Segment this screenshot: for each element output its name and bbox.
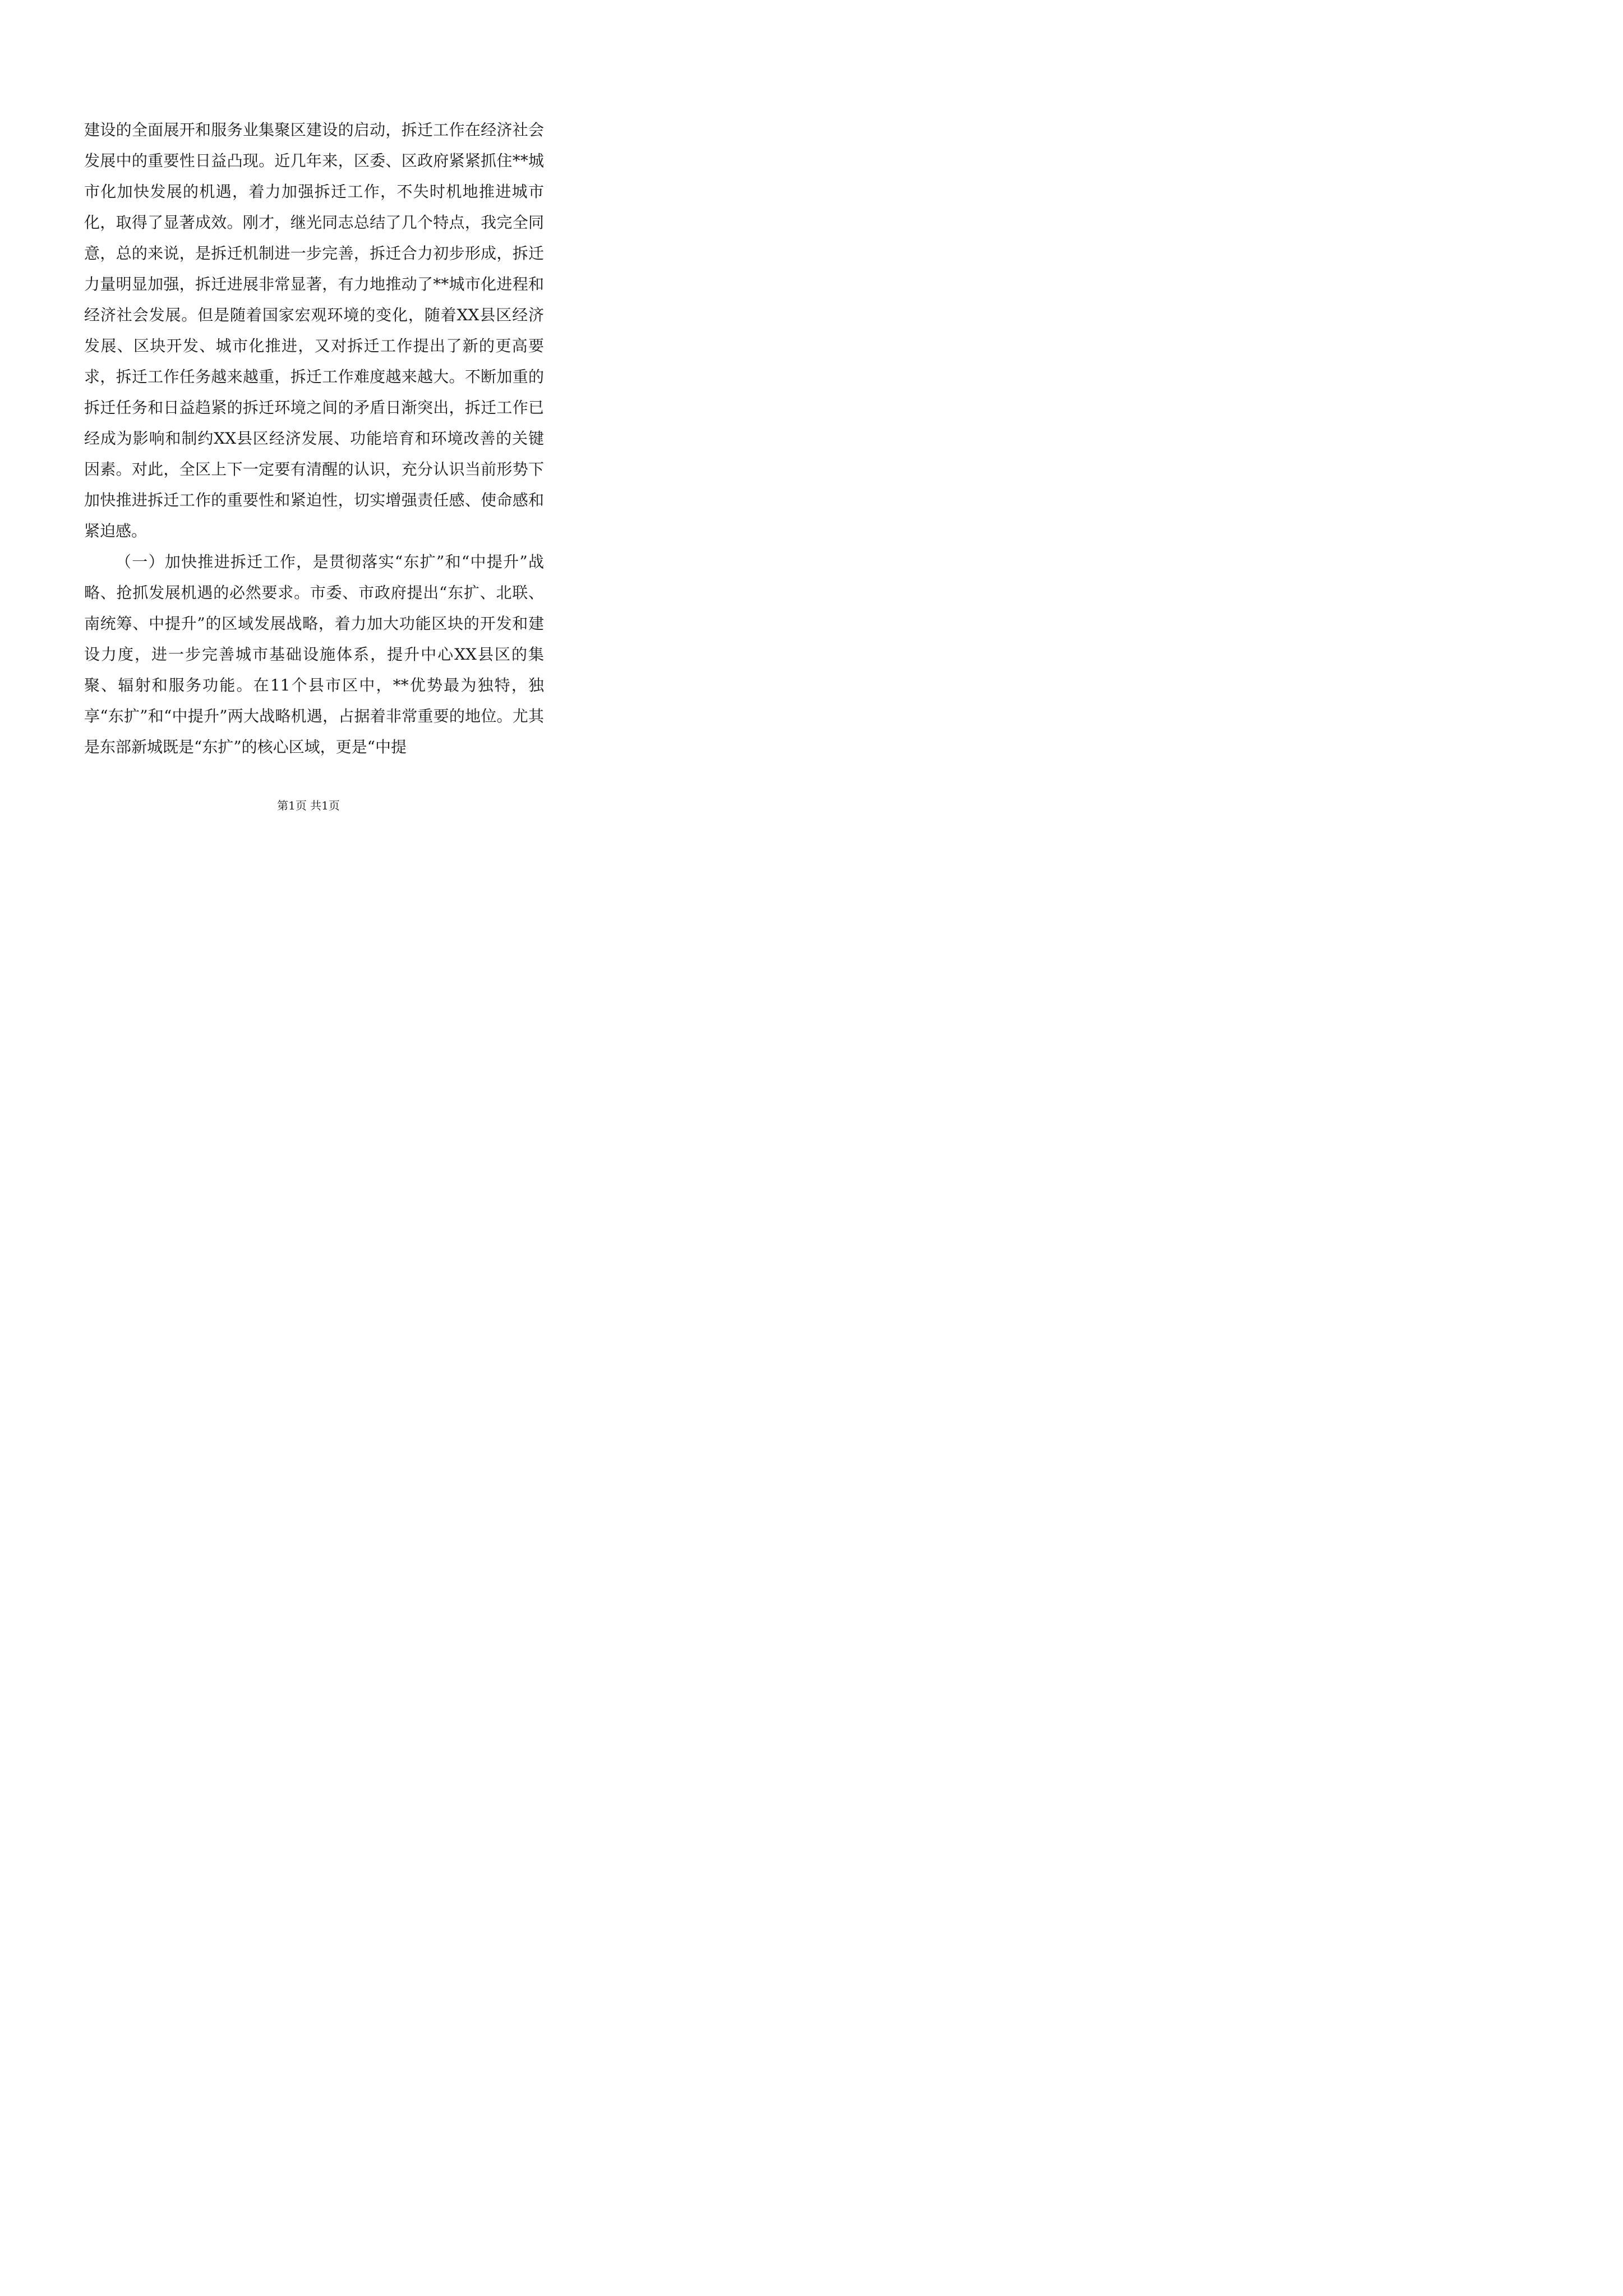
document-page: [0, 0, 617, 873]
document-body: [84, 114, 544, 762]
body-paragraph: 建设的全面展开和服务业集聚区建设的启动，拆迁工作在经济社会发展中的重要性日益凸现。近几年来，区委、区政府紧紧抓住**城市化加快发展的机遇，着力加强拆迁工作，不失时机地推进城市化，取得了显著成效。刚才，继光同志总结了几个特点，我完全同意，总的来说，是拆迁机制进一步完善，拆迁合力初步形成，拆迁力量明显加强，拆迁进展非常显著，有力地推动了**城市化进程和经济社会发展。但是随着国家宏观环境的变化，随着XX县区经济发展、区块开发、城市化推进，又对拆迁工作提出了新的更高要求，拆迁工作任务越来越重，拆迁工作难度越来越大。不断加重的拆迁任务和日益趋紧的拆迁环境之间的矛盾日渐突出，拆迁工作已经成为影响和制约XX县区经济发展、功能培育和环境改善的关键因素。对此，全区上下一定要有清醒的认识，充分认识当前形势下加快推进拆迁工作的重要性和紧迫性，切实增强责任感、使命感和紧迫感。: [84, 121, 544, 540]
page-number: 第1页 共1页: [277, 799, 340, 812]
body-paragraph: （一）加快推进拆迁工作，是贯彻落实“东扩”和“中提升”战略、抢抓发展机遇的必然要求。市委、市政府提出“东扩、北联、南统筹、中提升”的区域发展战略，着力加大功能区块的开发和建设力度，进一步完善城市基础设施体系，提升中心XX县区的集聚、辐射和服务功能。在11个县市区中，**优势最为独特，独享“东扩”和“中提升”两大战略机遇，占据着非常重要的地位。尤其是东部新城既是“东扩”的核心区域，更是“中提: [84, 553, 544, 756]
